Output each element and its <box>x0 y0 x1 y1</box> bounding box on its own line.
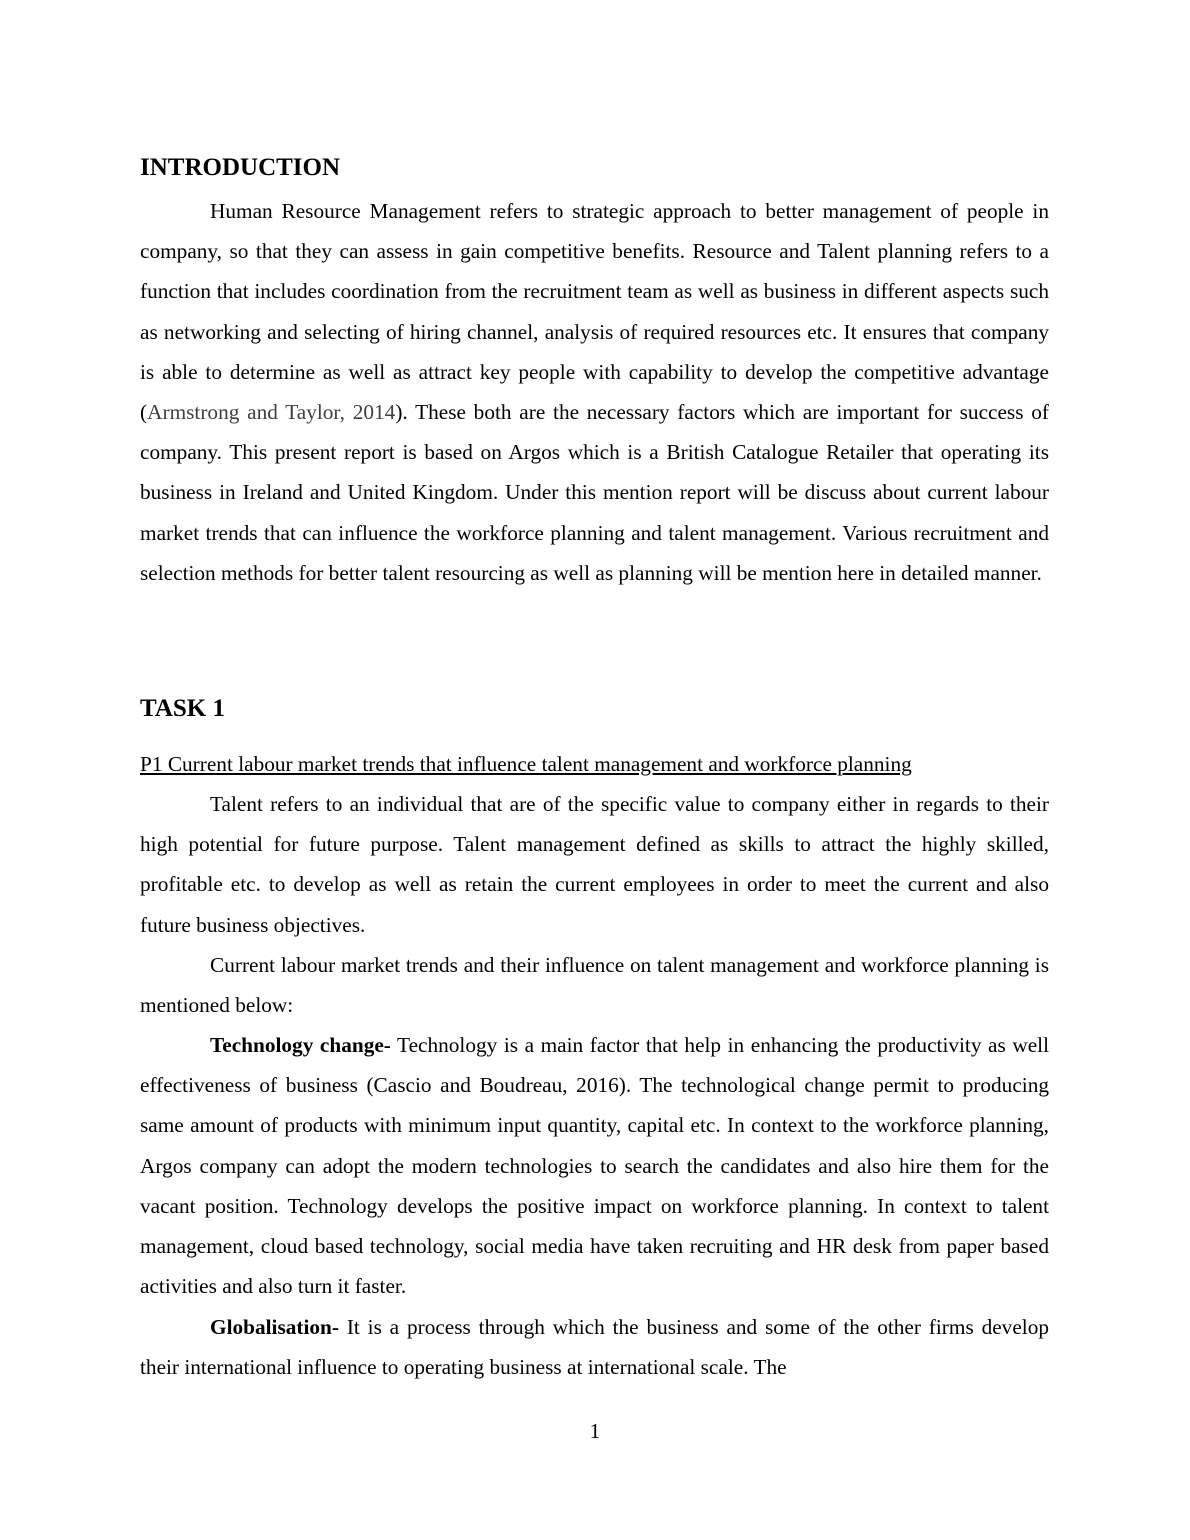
technology-change-text: Technology is a main factor that help in enhancing the productivity as well effectiveness of business (Cascio and Boudreau, 2016). The technological change permit to producing same amount of products with minimum input quantity, capital etc. In context to the workforce planning, Argos company can adopt the modern technologies to search the candidates and also hire them for the vacant position. Technology develops the positive impact on workforce planning. In context to talent management, cloud based technology, social media have taken recruiting and HR desk from paper based activities and also turn it faster. <box>140 1033 1049 1299</box>
trends-paragraph: Current labour market trends and their influence on talent management and workforce planning is mentioned below: <box>140 953 1049 1018</box>
technology-change-label: Technology change- <box>210 1033 391 1057</box>
globalisation-paragraph <box>140 1307 1049 1387</box>
intro-text-part2: ). These both are the necessary factors which are important for success of company. This present report is based on Argos which is a British Catalogue Retailer that operating its business in Ireland and United Kingdom. Under this mention report will be discuss about current labour market trends that can influence the workforce planning and talent management. Various recruitment and selection methods for better talent resourcing as well as planning will be mention here in detailed manner. <box>140 400 1049 585</box>
globalisation-text: It is a process through which the business and some of the other firms develop their international influence to operating business at international scale. The <box>140 1315 1049 1380</box>
introduction-paragraph <box>140 191 1049 593</box>
introduction-heading: INTRODUCTION <box>140 154 341 181</box>
task-1-heading: TASK 1 <box>140 695 225 722</box>
talent-paragraph: Talent refers to an individual that are of the specific value to company either in regards to their high potential for future purpose. Talent management defined as skills to attract the highly skilled, profitable etc. to develop as well as retain the current employees in order to meet the current and also future business objectives. <box>140 792 1049 937</box>
globalisation-label: Globalisation- <box>210 1315 339 1339</box>
p1-subheading: P1 Current labour market trends that influence talent management and workforce planning <box>140 752 912 776</box>
technology-change-paragraph <box>140 1025 1049 1306</box>
intro-text-part1: Human Resource Management refers to strategic approach to better management of people in company, so that they can assess in gain competitive benefits. Resource and Talent planning refers to a function that includes coordination from the recruitment team as well as business in different aspects such as networking and selecting of hiring channel, analysis of required resources etc. It ensures that company is able to determine as well as attract key people with capability to develop the competitive advantage ( <box>140 199 1049 425</box>
intro-citation: Armstrong and Taylor, 2014 <box>147 400 396 425</box>
document-page <box>140 0 1049 1540</box>
page-number: 1 <box>589 1419 601 1443</box>
